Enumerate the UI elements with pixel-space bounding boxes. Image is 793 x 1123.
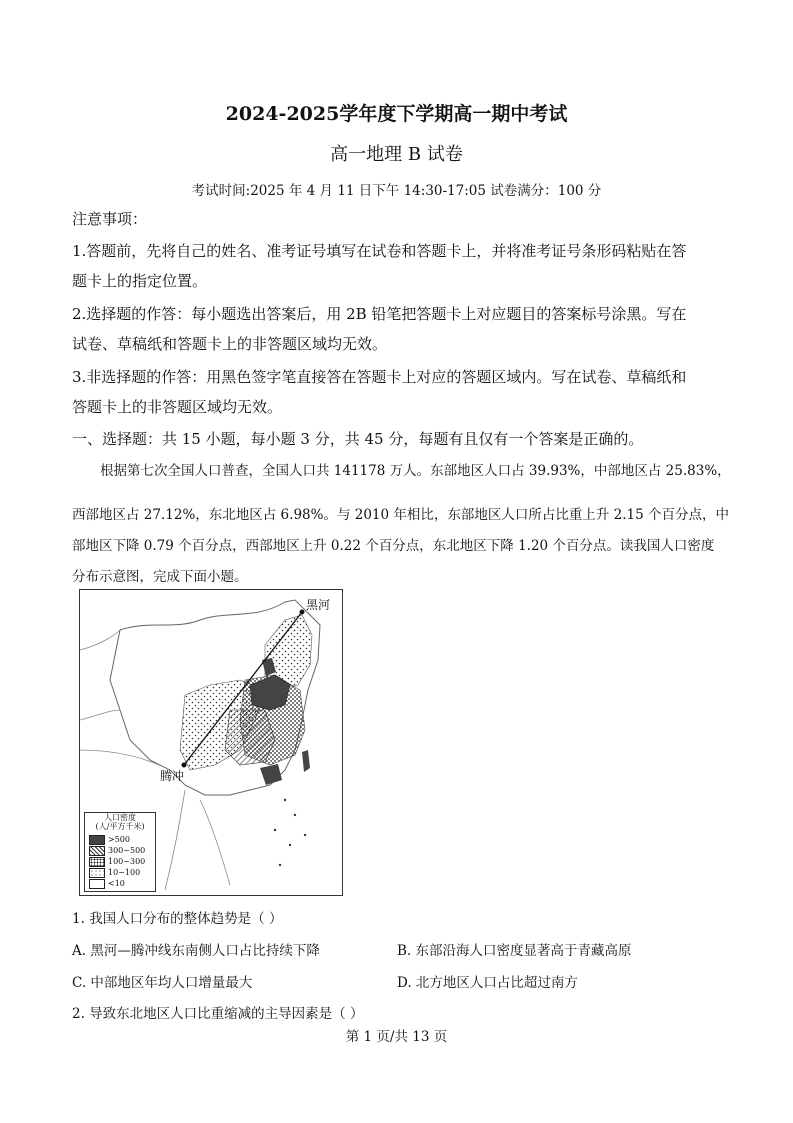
question-1: 1. 我国人口分布的整体趋势是（ ） <box>72 911 283 927</box>
legend-item-300-500 <box>89 845 145 856</box>
note-2-line-1: 2.选择题的作答：每小题选出答案后，用 2B 铅笔把答题卡上对应题目的答案标号涂黑。写在 <box>72 305 687 323</box>
question-2: 2. 导致东北地区人口比重缩减的主导因素是（ ） <box>72 1006 364 1022</box>
notes-heading: 注意事项： <box>72 210 148 228</box>
legend-title-1: 人口密度 <box>104 813 136 822</box>
legend-label: <10 <box>108 879 125 888</box>
legend-swatch-empty <box>89 879 105 889</box>
note-2-line-2: 试卷、草稿纸和答题卡上的非答题区域均无效。 <box>72 335 388 353</box>
population-density-map <box>79 589 343 896</box>
page-subtitle: 高一地理 B 试卷 <box>330 144 463 165</box>
question-1-option-a: A. 黑河—腾冲线东南侧人口占比持续下降 <box>72 943 320 959</box>
intro-line-2: 西部地区占 27.12%，东北地区占 6.98%。与 2010 年相比，东部地区人口所占比重上升 2.15 个百分点，中 <box>72 507 730 523</box>
legend-item-500 <box>89 834 145 845</box>
section-heading: 一、选择题：共 15 小题，每小题 3 分，共 45 分，每题有且仅有一个答案是正确的。 <box>72 430 644 448</box>
label-heihe: 黑河 <box>306 598 331 612</box>
legend-label: 300~500 <box>108 846 146 855</box>
intro-line-1: 根据第七次全国人口普查，全国人口共 141178 万人。东部地区人口占 39.93%，中部地区占 25.83%， <box>100 463 731 479</box>
note-3-line-1: 3.非选择题的作答：用黑色签字笔直接答在答题卡上对应的答题区域内。写在试卷、草稿纸和 <box>72 368 687 386</box>
note-1-line-2: 题卡上的指定位置。 <box>72 272 208 290</box>
legend-item-10-100 <box>89 867 145 878</box>
map-legend <box>84 812 156 892</box>
question-1-option-c: C. 中部地区年均人口增量最大 <box>72 975 253 991</box>
legend-label: 10~100 <box>108 868 141 877</box>
legend-swatch-black <box>89 835 105 845</box>
legend-label: >500 <box>108 835 130 844</box>
intro-line-3: 部地区下降 0.79 个百分点，西部地区上升 0.22 个百分点，东北地区下降 1.20 个百分点。读我国人口密度 <box>72 538 715 554</box>
heihe-point <box>300 610 305 615</box>
legend-swatch-dense <box>89 857 105 867</box>
question-1-option-b: B. 东部沿海人口密度显著高于青藏高原 <box>397 943 632 959</box>
legend-swatch-dots <box>89 868 105 878</box>
page-footer: 第 1 页/共 13 页 <box>345 1029 448 1045</box>
legend-swatch-hatch <box>89 846 105 856</box>
question-1-option-d: D. 北方地区人口占比超过南方 <box>397 975 578 991</box>
intro-line-4: 分布示意图，完成下面小题。 <box>72 569 248 585</box>
label-tengchong: 腾冲 <box>160 769 185 783</box>
note-1-line-1: 1.答题前，先将自己的姓名、准考证号填写在试卷和答题卡上，并将准考证号条形码粘贴在答 <box>72 242 687 260</box>
legend-item-10 <box>89 878 145 889</box>
legend-item-100-300 <box>89 856 145 867</box>
note-3-line-2: 答题卡上的非答题区域均无效。 <box>72 398 283 416</box>
legend-title-2: (人/平方千米) <box>95 822 145 831</box>
legend-label: 100~300 <box>108 857 146 866</box>
exam-meta: 考试时间:2025 年 4 月 11 日下午 14:30-17:05 试卷满分：100 分 <box>191 183 602 199</box>
page-title: 2024-2025学年度下学期高一期中考试 <box>225 103 568 125</box>
